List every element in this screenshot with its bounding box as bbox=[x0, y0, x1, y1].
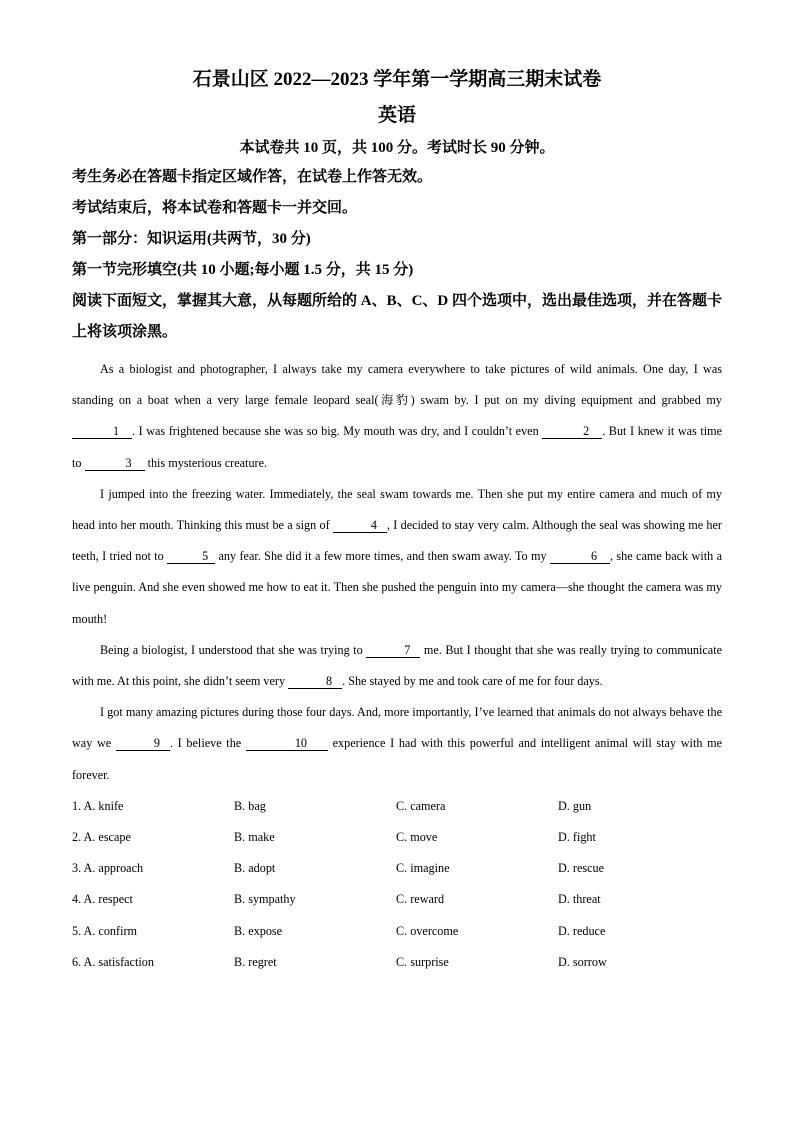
paragraph-text: , she came back with a live penguin. And she even showed me how to eat it. Then she pushed the penguin into my camera—she thought the camera was my mouth! bbox=[72, 549, 722, 626]
blank-1: 1 bbox=[72, 424, 132, 439]
question-row bbox=[72, 791, 722, 822]
paragraph-text: Being a biologist, I understood that she was trying to bbox=[100, 642, 367, 657]
question-row bbox=[72, 947, 722, 978]
paragraph-text: , I decided to stay very calm. Although the seal was showing me her teeth, I tried not to bbox=[72, 518, 722, 564]
paragraph-text: this mysterious creature. bbox=[144, 455, 268, 470]
instruction-hand-in: 考试结束后，将本试卷和答题卡一并交回。 bbox=[72, 200, 358, 216]
blank-5: 5 bbox=[167, 549, 215, 564]
option-c: C. overcome bbox=[396, 923, 459, 938]
option-b: B. sympathy bbox=[234, 892, 296, 907]
paragraph-text: . I was frightened because she was so big. My mouth was dry, and I couldn’t even bbox=[132, 424, 543, 439]
paragraph-text: I jumped into the freezing water. Immediately, the seal swam towards me. Then she put my entire camera and much of my head into her mouth. Thinking this must be a sign of bbox=[72, 486, 722, 533]
subsection-heading: 第一节完形填空(共 10 小题;每小题 1.5 分，共 15 分) bbox=[72, 262, 414, 278]
option-c: C. reward bbox=[396, 892, 445, 907]
option-a: 1. A. knife bbox=[72, 798, 124, 813]
paragraph-text: . She stayed by me and took care of me for four days. bbox=[342, 674, 603, 689]
option-b: B. make bbox=[234, 830, 275, 845]
option-a: 3. A. approach bbox=[72, 861, 144, 876]
option-b: B. expose bbox=[234, 923, 283, 938]
option-c: C. camera bbox=[396, 798, 446, 813]
instruction-answer-card: 考生务必在答题卡指定区域作答，在试卷上作答无效。 bbox=[72, 169, 433, 185]
option-b: B. adopt bbox=[234, 861, 276, 876]
question-row bbox=[72, 884, 722, 915]
paragraph-text: me. But I thought that she was really trying to communicate with me. At this point, she didn’t seem very bbox=[72, 642, 722, 689]
question-row bbox=[72, 853, 722, 884]
option-c: C. imagine bbox=[396, 861, 450, 876]
exam-title: 石景山区 2022—2023 学年第一学期高三期末试卷 bbox=[192, 69, 602, 90]
option-a: 4. A. respect bbox=[72, 892, 133, 907]
paragraph-text: experience I had with this powerful and intelligent animal will stay with me forever. bbox=[72, 736, 723, 782]
paragraph-text: any fear. She did it a few more times, and then swam away. To my bbox=[215, 549, 550, 564]
question-row bbox=[72, 822, 722, 853]
question-options bbox=[72, 791, 722, 978]
paragraph-text: . I believe the bbox=[169, 736, 246, 751]
passage-paragraph-4 bbox=[72, 697, 722, 791]
option-d: D. threat bbox=[558, 892, 601, 907]
option-b: B. regret bbox=[234, 954, 277, 969]
cloze-passage bbox=[72, 354, 722, 791]
blank-2: 2 bbox=[542, 424, 602, 439]
blank-8: 8 bbox=[288, 674, 342, 689]
option-d: D. gun bbox=[558, 798, 592, 813]
cloze-directions: 阅读下面短文，掌握其大意，从每题所给的 A、B、C、D 四个选项中，选出最佳选项，并在答题卡上将该项涂黑。 bbox=[72, 293, 723, 340]
question-row bbox=[72, 916, 722, 947]
option-d: D. fight bbox=[558, 830, 596, 845]
blank-3: 3 bbox=[85, 456, 145, 471]
passage-paragraph-1 bbox=[72, 354, 722, 479]
option-c: C. surprise bbox=[396, 954, 449, 969]
paragraph-text: As a biologist and photographer, I always take my camera everywhere to take pictures of wild animals. One day, I was standing on a boat when a very large female leopard seal(海豹) swam by. I put on my diving equipment and grabbed my bbox=[72, 362, 722, 408]
paragraph-text: . But I knew it was time to bbox=[72, 424, 722, 470]
blank-6: 6 bbox=[550, 549, 610, 564]
passage-paragraph-2 bbox=[72, 479, 722, 635]
option-a: 2. A. escape bbox=[72, 830, 131, 845]
passage-paragraph-3 bbox=[72, 635, 722, 697]
option-d: D. rescue bbox=[558, 861, 605, 876]
paragraph-text: I got many amazing pictures during those four days. And, more importantly, I’ve learned that animals do not always behave the way we bbox=[72, 705, 722, 751]
blank-4: 4 bbox=[333, 518, 387, 533]
section-heading: 第一部分：知识运用(共两节，30 分) bbox=[72, 231, 311, 247]
blank-9: 9 bbox=[116, 736, 170, 751]
option-a: 6. A. satisfaction bbox=[72, 954, 154, 969]
blank-10: 10 bbox=[246, 736, 328, 751]
subject-title: 英语 bbox=[377, 105, 416, 126]
option-b: B. bag bbox=[234, 798, 266, 813]
option-d: D. reduce bbox=[558, 923, 606, 938]
option-d: D. sorrow bbox=[558, 954, 607, 969]
option-c: C. move bbox=[396, 830, 438, 845]
exam-info: 本试卷共 10 页，共 100 分。考试时长 90 分钟。 bbox=[239, 140, 555, 156]
blank-7: 7 bbox=[366, 643, 420, 658]
option-a: 5. A. confirm bbox=[72, 923, 137, 938]
